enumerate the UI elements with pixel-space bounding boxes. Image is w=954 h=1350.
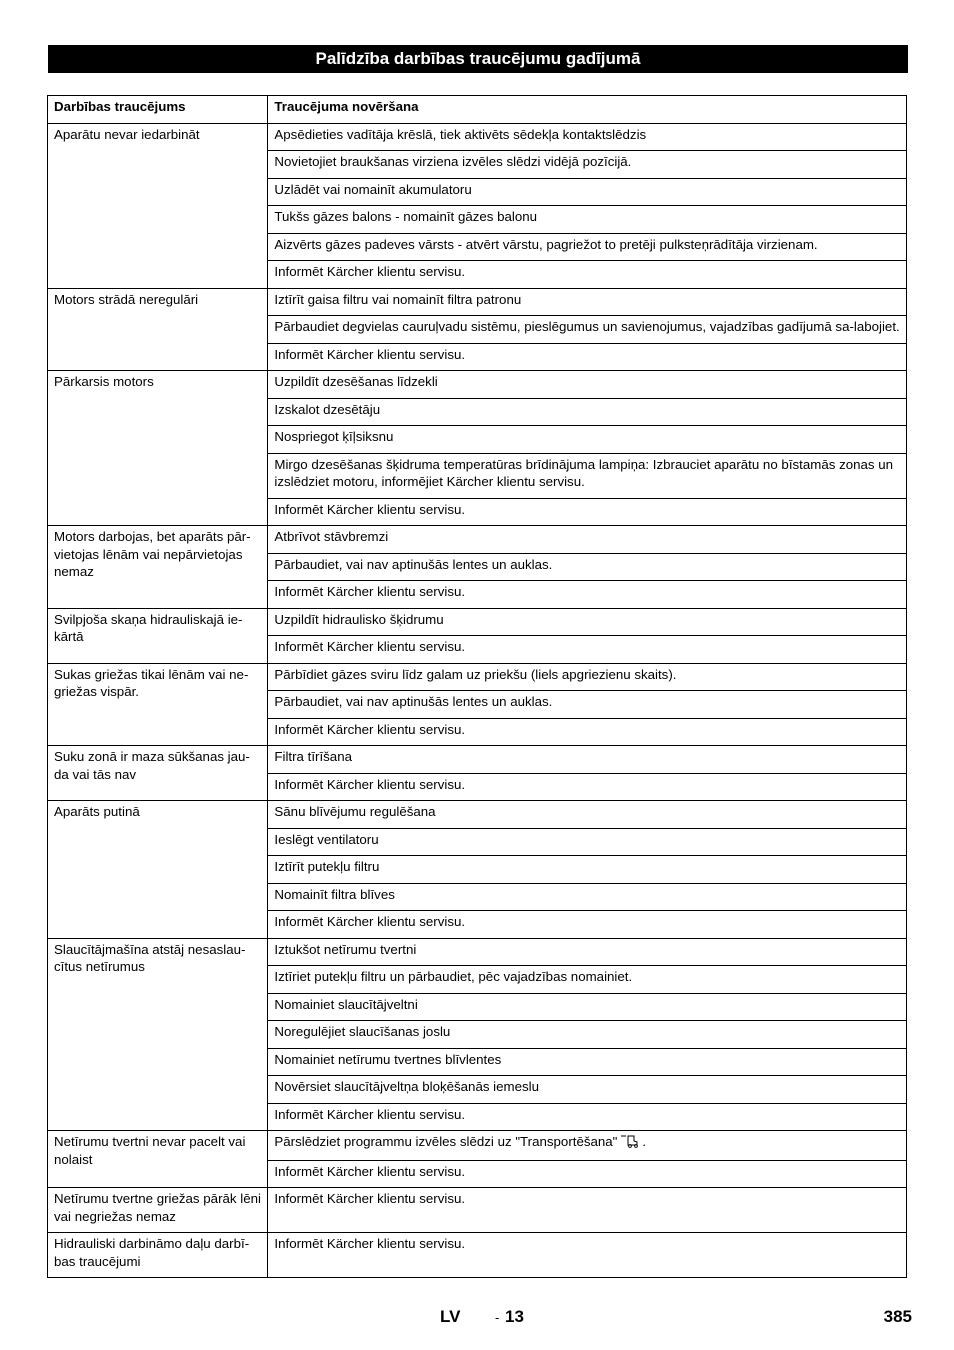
fault-cell: Slaucītājmašīna atstāj nesaslau-cītus netīrumus — [48, 938, 268, 1131]
table-row — [48, 801, 907, 829]
fault-cell: Netīrumu tvertne griežas pārāk lēni vai negriežas nemaz — [48, 1188, 268, 1233]
remedy-cell — [268, 1160, 907, 1188]
remedy-cell — [268, 911, 907, 939]
remedy-text: Izskalot dzesētāju — [274, 401, 381, 417]
remedy-cell — [268, 746, 907, 774]
remedy-cell — [268, 801, 907, 829]
table-row — [48, 938, 907, 966]
table-row — [48, 123, 907, 151]
remedy-text: Informēt Kärcher klientu servisu. — [274, 639, 466, 654]
table-row — [48, 371, 907, 399]
remedy-cell — [268, 993, 907, 1021]
remedy-text: Pārbaudiet degvielas cauruļvadu sistēmu, pieslēgumus un savienojumus, vajadzības gadījumā sa-labojiet. — [274, 319, 900, 334]
remedy-cell — [268, 371, 907, 399]
remedy-cell — [268, 1048, 907, 1076]
remedy-cell — [268, 453, 907, 498]
remedy-text: Ieslēgt ventilatoru — [274, 831, 379, 847]
transport-mode-icon — [620, 1134, 642, 1153]
remedy-text: Pārbīdiet gāzes sviru līdz galam uz priekšu (liels apgriezienu skaits). — [274, 666, 677, 682]
remedy-cell — [268, 178, 907, 206]
remedy-text: Tukšs gāzes balons - nomainīt gāzes balonu — [274, 209, 538, 224]
remedy-text: Nospriegot ķīļsiksnu — [274, 429, 394, 444]
remedy-text: Iztīrīt putekļu filtru — [274, 859, 380, 874]
remedy-text: Sānu blīvējumu regulēšana — [274, 804, 436, 819]
remedy-cell — [268, 151, 907, 179]
fault-cell: Suku zonā ir maza sūkšanas jau-da vai tās nav — [48, 746, 268, 801]
remedy-text: Nomainiet slaucītājveltni — [274, 996, 418, 1012]
remedy-text: Mirgo dzesēšanas šķidruma temperatūras brīdinājuma lampiņa: Izbrauciet aparātu no bīstamās zonas un izslēdziet motoru, informējiet Kärcher klientu servisu. — [274, 456, 894, 489]
remedy-text: Uzpildīt dzesēšanas līdzekli — [274, 374, 438, 389]
remedy-text: Novērsiet slaucītājveltņa bloķēšanās iemeslu — [274, 1079, 540, 1094]
fault-cell: Pārkarsis motors — [48, 371, 268, 526]
remedy-cell — [268, 856, 907, 884]
remedy-cell — [268, 343, 907, 371]
remedy-cell — [268, 1188, 907, 1233]
remedy-text: Informēt Kärcher klientu servisu. — [274, 501, 466, 517]
remedy-text: Atbrīvot stāvbremzi — [274, 529, 389, 544]
remedy-cell — [268, 1021, 907, 1049]
remedy-cell — [268, 581, 907, 609]
remedy-cell — [268, 206, 907, 234]
table-body — [48, 123, 907, 1278]
remedy-cell — [268, 773, 907, 801]
remedy-text: Informēt Kärcher klientu servisu. — [274, 914, 466, 929]
remedy-text: Pārbaudiet, vai nav aptinušās lentes un auklas. — [274, 694, 553, 709]
fault-cell: Sukas griežas tikai lēnām vai ne-griežas vispār. — [48, 663, 268, 746]
remedy-suffix: . — [642, 1134, 647, 1149]
column-header-fault: Darbības traucējums — [48, 96, 268, 124]
remedy-cell — [268, 691, 907, 719]
remedy-text: Informēt Kärcher klientu servisu. — [274, 346, 466, 362]
remedy-text: Informēt Kärcher klientu servisu. — [274, 776, 466, 792]
remedy-cell — [268, 938, 907, 966]
remedy-cell — [268, 966, 907, 994]
remedy-cell — [268, 1103, 907, 1131]
remedy-cell — [268, 526, 907, 554]
column-header-remedy: Traucējuma novēršana — [268, 96, 907, 124]
remedy-cell — [268, 883, 907, 911]
remedy-text: Apsēdieties vadītāja krēslā, tiek aktivēts sēdekļa kontaktslēdzis — [274, 126, 647, 142]
remedy-text: Informēt Kärcher klientu servisu. — [274, 584, 466, 599]
remedy-cell — [268, 553, 907, 581]
fault-cell: Hidrauliski darbināmo daļu darbī-bas traucējumi — [48, 1233, 268, 1278]
remedy-text: Nomainiet netīrumu tvertnes blīvlentes — [274, 1051, 502, 1067]
remedy-text: Informēt Kärcher klientu servisu. — [274, 1191, 466, 1206]
remedy-cell — [268, 1076, 907, 1104]
footer-section-page: 13 — [505, 1307, 524, 1326]
fault-cell: Motors strādā neregulāri — [48, 288, 268, 371]
table-header-row — [48, 96, 907, 124]
remedy-text: Nomainīt filtra blīves — [274, 886, 395, 902]
fault-cell: Svilpjoša skaņa hidrauliskajā ie-kārtā — [48, 608, 268, 663]
remedy-cell — [268, 828, 907, 856]
remedy-cell — [268, 288, 907, 316]
remedy-text: Uzpildīt hidraulisko šķidrumu — [274, 611, 444, 627]
remedy-text: Uzlādēt vai nomainīt akumulatoru — [274, 181, 472, 197]
remedy-cell — [268, 663, 907, 691]
remedy-cell — [268, 1233, 907, 1278]
remedy-text: Informēt Kärcher klientu servisu. — [274, 721, 466, 737]
fault-cell: Aparātu nevar iedarbināt — [48, 123, 268, 288]
fault-cell: Netīrumu tvertni nevar pacelt vai nolaist — [48, 1131, 268, 1188]
table-row — [48, 663, 907, 691]
remedy-text: Iztīriet putekļu filtru un pārbaudiet, pēc vajadzības nomainiet. — [274, 969, 633, 984]
remedy-cell — [268, 718, 907, 746]
remedy-text: Novietojiet braukšanas virziena izvēles slēdzi vidējā pozīcijā. — [274, 154, 632, 169]
table-row — [48, 1131, 907, 1161]
remedy-cell — [268, 1131, 907, 1161]
remedy-text: Informēt Kärcher klientu servisu. — [274, 264, 466, 279]
table-row — [48, 1188, 907, 1233]
table-row — [48, 746, 907, 774]
remedy-text: Iztukšot netīrumu tvertni — [274, 941, 417, 957]
remedy-text: Noregulējiet slaucīšanas joslu — [274, 1024, 451, 1039]
table-row — [48, 526, 907, 554]
remedy-cell — [268, 398, 907, 426]
footer-separator: - — [495, 1310, 500, 1325]
fault-cell: Aparāts putinā — [48, 801, 268, 939]
table-row — [48, 1233, 907, 1278]
troubleshooting-table — [47, 95, 907, 1278]
table-row — [48, 608, 907, 636]
page-title: Palīdzība darbības traucējumu gadījumā — [48, 45, 908, 73]
remedy-cell — [268, 636, 907, 664]
remedy-text: Pārbaudiet, vai nav aptinušās lentes un auklas. — [274, 556, 553, 572]
remedy-cell — [268, 233, 907, 261]
footer-language: LV — [440, 1307, 461, 1326]
remedy-text: Informēt Kärcher klientu servisu. — [274, 1106, 466, 1122]
remedy-text: Aizvērts gāzes padeves vārsts - atvērt vārstu, pagriežot to pretēji pulksteņrādītāja virzienam. — [274, 236, 818, 252]
remedy-text: Filtra tīrīšana — [274, 749, 352, 764]
remedy-text: Iztīrīt gaisa filtru vai nomainīt filtra patronu — [274, 291, 522, 307]
remedy-cell — [268, 261, 907, 289]
remedy-cell — [268, 498, 907, 526]
remedy-text: Pārslēdziet programmu izvēles slēdzi uz "Transportēšana" — [274, 1134, 618, 1149]
footer-page-number: 385 — [883, 1307, 912, 1326]
table-row — [48, 288, 907, 316]
remedy-cell — [268, 426, 907, 454]
remedy-text: Informēt Kärcher klientu servisu. — [274, 1236, 466, 1251]
remedy-text: Informēt Kärcher klientu servisu. — [274, 1163, 466, 1179]
remedy-cell — [268, 316, 907, 344]
remedy-cell — [268, 608, 907, 636]
remedy-cell — [268, 123, 907, 151]
fault-cell: Motors darbojas, bet aparāts pār-vietojas lēnām vai nepārvietojas nemaz — [48, 526, 268, 609]
